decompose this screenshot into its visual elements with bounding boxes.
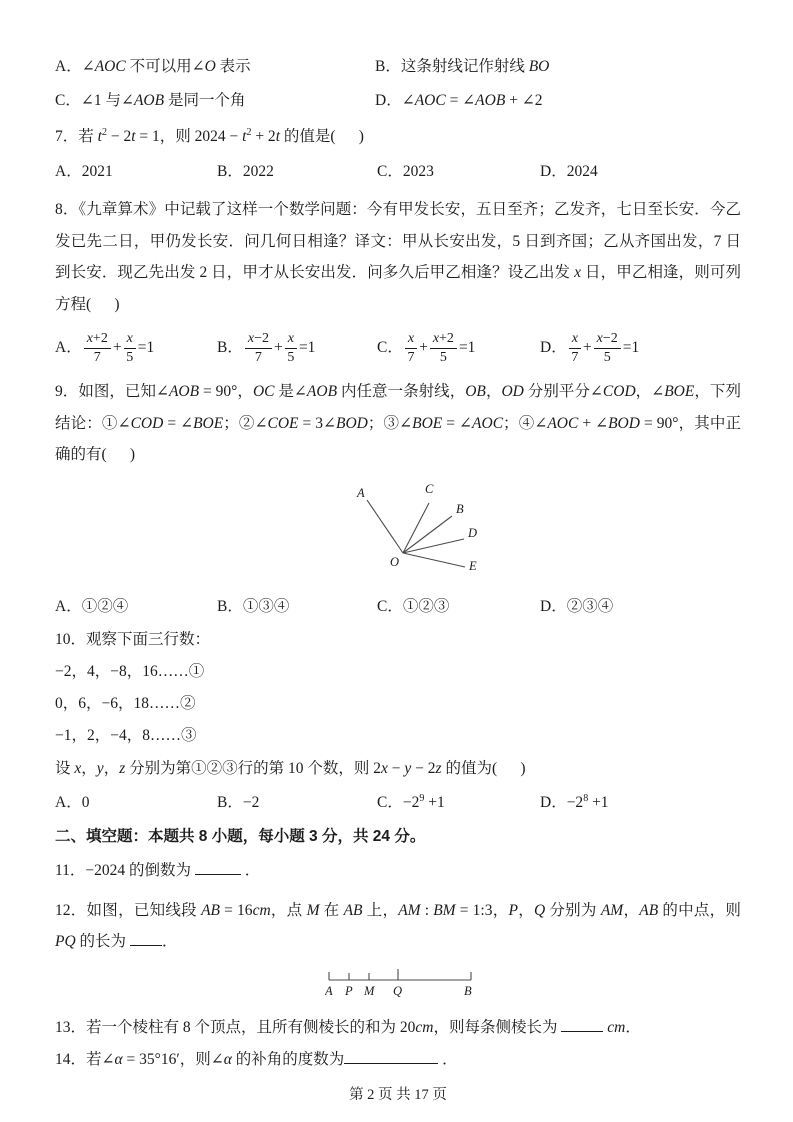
section-2-title: 二、填空题：本题共 8 小题，每小题 3 分，共 24 分。	[55, 827, 426, 845]
question-12-stem: 12．如图，已知线段 AB = 16cm，点 M 在 AB 上，AM : BM = 1:3，P，Q 分别为 AM，AB 的中点，则 PQ 的长为 ．	[55, 901, 741, 950]
option-b: B．−2	[217, 793, 260, 811]
option-d: D．②③④	[540, 597, 614, 615]
page-number-footer: 第 2 页 共 17 页	[349, 1086, 447, 1103]
question-7-stem: 7．若 $t^2 - 2t = 1$，则 $2024 - t^2 + 2t$ 的值是( )	[55, 126, 364, 145]
question-13-stem: 13．若一个棱柱有 8 个顶点，且所有侧棱长的和为 20cm，则每条侧棱长为 cm．	[55, 1018, 641, 1036]
question-9-options	[55, 596, 741, 618]
number-row-1: −2，4，−8，16……①	[55, 662, 205, 680]
option-c: C．①②③	[377, 597, 450, 615]
number-row-3: −1，2，−4，8……③	[55, 726, 197, 744]
point-label-c: C	[425, 481, 434, 496]
point-label-o: O	[390, 554, 400, 569]
option-c: C． $\frac{x}{7}$ + $\frac{x+2}{5}$ =1	[377, 331, 476, 365]
point-label-p: P	[345, 983, 353, 998]
question-8-options	[55, 328, 741, 368]
option-b: B． $\frac{x-2}{7}$ + $\frac{x}{5}$ =1	[217, 331, 316, 365]
angle-rays-figure	[340, 473, 510, 585]
option-d: D．$-2^8 +1$	[540, 792, 609, 811]
option-c: C．2023	[377, 163, 434, 180]
question-8-stem: 8．《九章算术》中记载了这样一个数学问题：今有甲发长安，五日至齐；乙发齐，七日至长安．今乙发已先二日，甲仍发长安．问几何日相逢？译文：甲从长安出发，5 日到齐国；乙从齐国出发，7 日到长安．现乙先出发 2 日，甲才从长安出发．问多久后甲乙相逢？设乙出发 x 日，甲乙相逢，则可列方程( )	[55, 201, 741, 313]
point-label-q: Q	[393, 983, 403, 998]
option-d: D． $\frac{x}{7}$ + $\frac{x-2}{5}$ =1	[540, 331, 640, 365]
question-11-stem: 11．−2024 的倒数为 ．	[55, 861, 261, 879]
option-c: C．$-2^9 +1$	[377, 792, 445, 811]
point-label-a: A	[357, 485, 365, 500]
question-9-stem: 9．如图，已知∠AOB = 90°，OC 是∠AOB 内任意一条射线，OB，OD 分别平分∠COD，∠BOE，下列结论：①∠COD = ∠BOE；②∠COE = 3∠BOD；③∠BOE = ∠AOC；④∠AOC + ∠BOD = 90°，其中正确的有( )	[55, 383, 741, 463]
question-10-stem: 10．观察下面三行数：	[55, 630, 211, 648]
question-14-stem: 14．若∠α = 35°16′，则∠α 的补角的度数为 ．	[55, 1050, 458, 1068]
question-10-continuation: 设 x，y，z 分别为第①②③行的第 10 个数，则 2x − y − 2z 的值为( )	[55, 759, 526, 777]
option-a: A．2021	[55, 163, 113, 180]
point-label-m: M	[364, 983, 375, 998]
segment-figure	[325, 964, 475, 998]
point-label-e: E	[469, 558, 477, 573]
question-6-options-row-1	[55, 56, 741, 78]
option-b: B．①③④	[217, 597, 290, 615]
point-label-d: D	[468, 525, 478, 540]
option-a: A．∠AOC 不可以用∠O 表示	[55, 58, 251, 75]
number-row-2: 0，6，−6，18……②	[55, 694, 196, 712]
option-a: A．①②④	[55, 597, 129, 615]
option-a: A． $\frac{x+2}{7}$ + $\frac{x}{5}$ =1	[55, 331, 155, 365]
question-10-options	[55, 792, 741, 814]
option-d: D．2024	[540, 163, 598, 180]
question-6-options-row-2	[55, 90, 741, 112]
option-d: D．∠AOC = ∠AOB + ∠2	[375, 92, 543, 109]
option-a: A．0	[55, 793, 90, 811]
question-7-options	[55, 161, 741, 183]
option-b: B．2022	[217, 163, 274, 180]
option-c: C．∠1 与∠AOB 是同一个角	[55, 92, 246, 109]
point-label-a: A	[325, 983, 333, 998]
point-label-b: B	[456, 501, 464, 516]
option-b: B．这条射线记作射线 BO	[375, 58, 550, 75]
point-label-b: B	[464, 983, 472, 998]
